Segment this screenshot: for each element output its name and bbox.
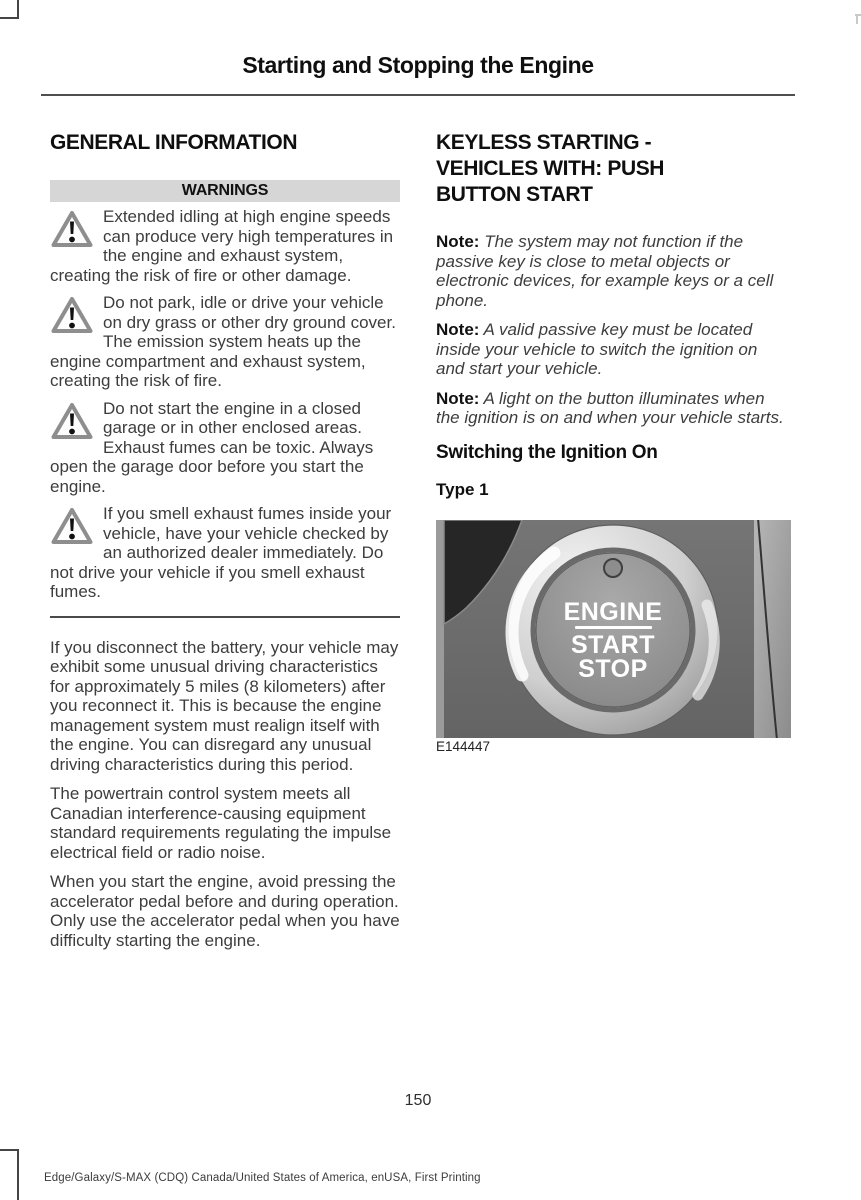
note-text: A light on the button illuminates when the ignition is on and when your vehicle starts.: [436, 388, 784, 427]
page-number: 150: [404, 1092, 432, 1109]
paragraph-accelerator: When you start the engine, avoid pressing the accelerator pedal before and during operation. Only use the accelerator pedal when you have difficulty starting the engine.: [50, 872, 400, 950]
note-label: Note:: [436, 388, 480, 408]
note-item: [436, 232, 790, 310]
warning-triangle-icon: [50, 209, 94, 249]
start-label: START: [571, 630, 655, 659]
warnings-header: WARNINGS: [50, 180, 400, 202]
subsection-switching-ignition-on: Switching the Ignition On: [436, 441, 658, 463]
warning-text: Do not start the engine in a closed garage or in other enclosed areas. Exhaust fumes can be toxic. Always open the garage door before you start the engine.: [50, 398, 374, 496]
figure-caption: E144447: [436, 739, 498, 755]
crop-mark-bottom-left-v: [17, 1149, 19, 1200]
warning-triangle-icon: [50, 401, 94, 441]
stop-label: STOP: [578, 654, 648, 683]
engine-start-stop-figure: [436, 520, 791, 756]
warnings-box: [50, 180, 400, 618]
note-item: [436, 389, 790, 428]
left-column: [50, 130, 400, 960]
page-title: Starting and Stopping the Engine: [242, 52, 594, 78]
warning-text: If you smell exhaust fumes inside your vehicle, have your vehicle checked by an authorized dealer immediately. Do not drive your vehicle if you smell exhaust fumes.: [50, 504, 392, 601]
engine-label: ENGINE: [563, 597, 663, 626]
warning-triangle-icon: [50, 506, 94, 546]
title-rule: [41, 94, 795, 96]
crop-mark-top-left-h: [0, 17, 19, 19]
warning-item: [50, 504, 400, 602]
section-title-general-information: GENERAL INFORMATION: [50, 131, 298, 154]
paragraph-powertrain: The powertrain control system meets all Canadian interference-causing equipment standard requirements regulating the impulse electrical field or radio noise.: [50, 784, 392, 862]
warning-item: [50, 293, 400, 391]
warning-item: [50, 399, 400, 497]
note-label: Note:: [436, 320, 480, 339]
engine-start-stop-button-photo: [436, 520, 791, 738]
type-1-label: Type 1: [436, 479, 489, 499]
crop-mark-top-right-v: [856, 14, 858, 24]
right-column: [436, 130, 790, 756]
warning-text: Do not park, idle or drive your vehicle on dry grass or other dry ground cover. The emission system heats up the engine compartment and exhaust system, creating the risk of fire.: [50, 293, 396, 390]
warning-item: [50, 207, 400, 285]
note-item: [436, 320, 790, 379]
note-label: Note:: [436, 232, 480, 251]
paragraph-battery-disconnect: If you disconnect the battery, your vehicle may exhibit some unusual driving characteristics for approximately 5 miles (8 kilometers) after you reconnect it. This is because the engine management system must realign itself with the engine. You can disregard any unusual driving characteristics during this period.: [50, 637, 399, 774]
footer-edition-note: Edge/Galaxy/S-MAX (CDQ) Canada/United States of America, enUSA, First Printing: [44, 1172, 481, 1184]
ignition-indicator-led: [604, 559, 622, 577]
section-title-keyless-starting: KEYLESS STARTING - VEHICLES WITH: PUSH BUTTON START: [436, 131, 665, 206]
warning-text: Extended idling at high engine speeds can produce very high temperatures in the engine and exhaust system, creating the risk of fire or other damage.: [50, 207, 394, 285]
warning-triangle-icon: [50, 295, 94, 335]
note-text: A valid passive key must be located inside your vehicle to switch the ignition on and start your vehicle.: [436, 320, 758, 378]
note-text: The system may not function if the passive key is close to metal objects or electronic devices, for example keys or a cell phone.: [436, 232, 774, 310]
